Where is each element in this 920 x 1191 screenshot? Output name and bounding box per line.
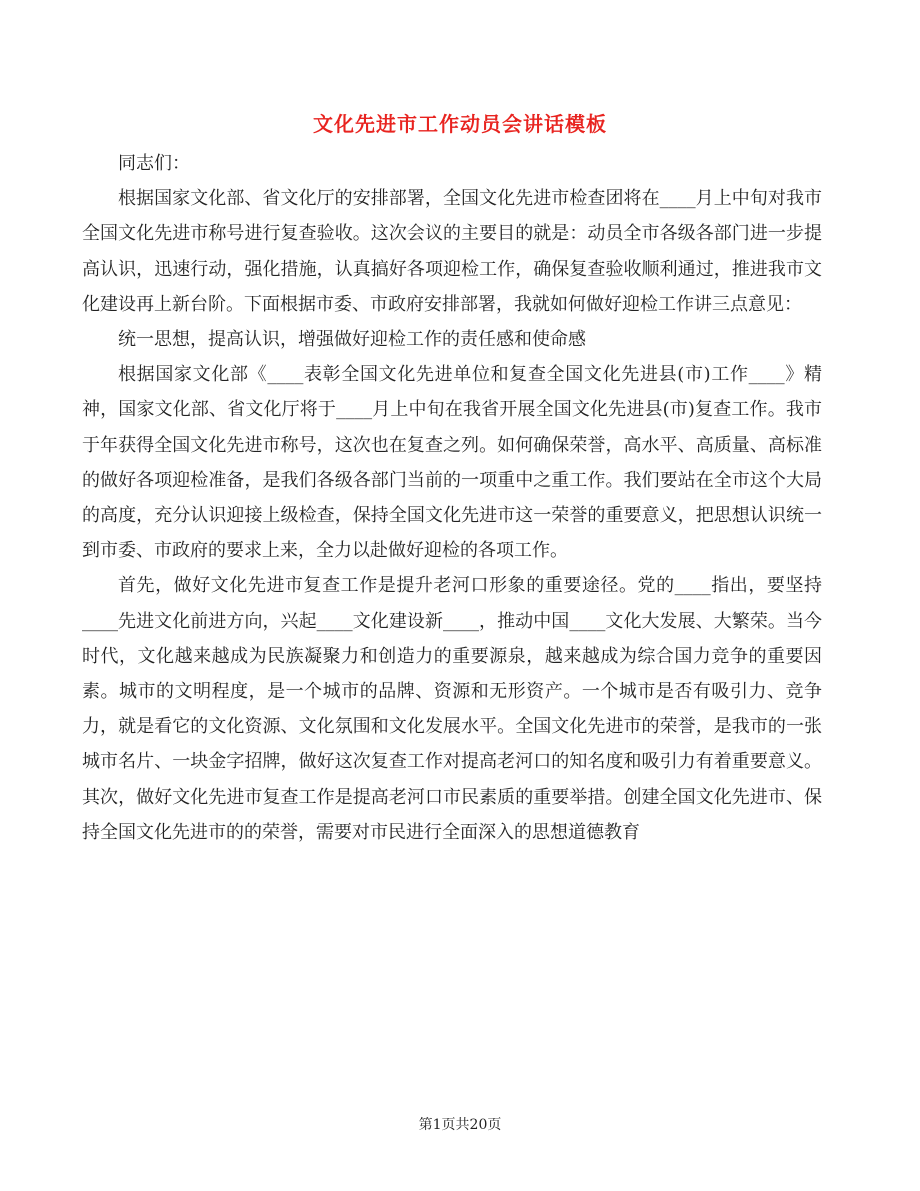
paragraph-background: 根据国家文化部《____表彰全国文化先进单位和复查全国文化先进县(市)工作____》精神，国家文化部、省文化厅将于____月上中旬在我省开展全国文化先进县(市)复查工作。我市于年获得全国文化先进市称号，这次也在复查之列。如何确保荣誉，高水平、高质量、高标准的做好各项迎检准备，是我们各级各部门当前的一项重中之重工作。我们要站在全市这个大局的高度，充分认识迎接上级检查，保持全国文化先进市这一荣誉的重要意义，把思想认识统一到市委、市政府的要求上来，全力以赴做好迎检的各项工作。	[82, 364, 822, 562]
document-body	[82, 146, 822, 850]
document-title: 文化先进市工作动员会讲话模板	[313, 112, 607, 136]
paragraph-importance: 首先，做好文化先进市复查工作是提升老河口形象的重要途径。党的____指出，要坚持____先进文化前进方向，兴起____文化建设新____，推动中国____文化大发展、大繁荣。当今时代，文化越来越成为民族凝聚力和创造力的重要源泉，越来越成为综合国力竞争的重要因素。城市的文明程度，是一个城市的品牌、资源和无形资产。一个城市是否有吸引力、竞争力，就是看它的文化资源、文化氛围和文化发展水平。全国文化先进市的荣誉，是我市的一张城市名片、一块金字招牌，做好这次复查工作对提高老河口的知名度和吸引力有着重要意义。其次，做好文化先进市复查工作是提高老河口市民素质的重要举措。创建全国文化先进市、保持全国文化先进市的的荣誉，需要对市民进行全面深入的思想道德教育	[82, 575, 822, 843]
section-heading: 统一思想，提高认识，增强做好迎检工作的责任感和使命感	[118, 329, 586, 351]
paragraph-intro: 根据国家文化部、省文化厅的安排部署，全国文化先进市检查团将在____月上中旬对我市全国文化先进市称号进行复查验收。这次会议的主要目的就是：动员全市各级各部门进一步提高认识，迅速行动，强化措施，认真搞好各项迎检工作，确保复查验收顺利通过，推进我市文化建设再上新台阶。下面根据市委、市政府安排部署，我就如何做好迎检工作讲三点意见：	[82, 188, 822, 315]
salutation: 同志们：	[118, 153, 190, 174]
page-indicator: 第1页共20页	[418, 1117, 502, 1133]
